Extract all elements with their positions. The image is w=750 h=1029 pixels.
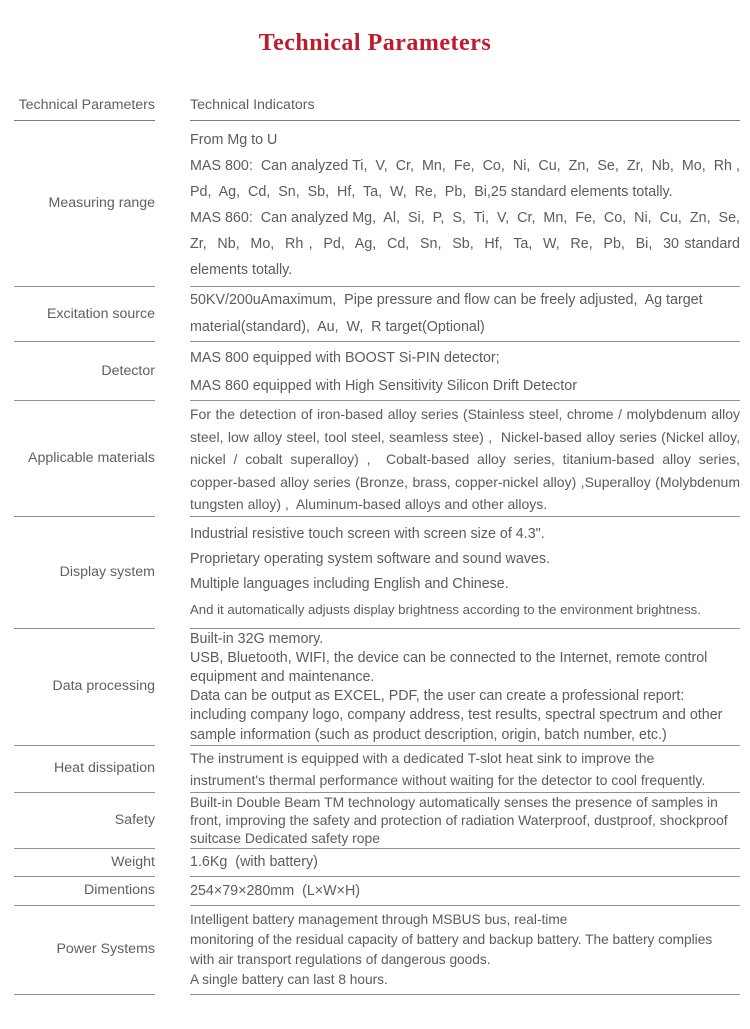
table-header-row (14, 87, 740, 121)
row-label: Measuring range (14, 121, 155, 287)
value-line: 1.6Kg (with battery) (190, 853, 318, 870)
row-display-system (14, 517, 740, 629)
value-line: From Mg to U (190, 132, 278, 148)
row-detector (14, 342, 740, 401)
row-label: Weight (14, 849, 155, 877)
value-line: A single battery can last 8 hours. (190, 971, 388, 987)
value-line: For the detection of iron-based alloy series (Stainless steel, chrome / molybdenum alloy steel, low alloy steel, tool steel, seamless stee) , Nickel-based alloy series (Nickel alloy, nickel / cobalt superalloy) , Cobalt-based alloy series, titanium-based alloy series, copper-based alloy series (Bronze, brass, copper-nickel alloy) ,Superalloy (Molybdenum tungsten alloy) , Aluminum-based alloys and other alloys. (190, 406, 744, 512)
row-value (190, 877, 740, 906)
value-line: MAS 860 equipped with High Sensitivity Silicon Drift Detector (190, 378, 577, 394)
row-heat-dissipation (14, 746, 740, 793)
row-label: Display system (14, 517, 155, 629)
value-line: Proprietary operating system software and sound waves. (190, 550, 550, 567)
row-value (190, 849, 740, 877)
row-label: Heat dissipation (14, 746, 155, 793)
value-line: Built-in Double Beam TM technology automatically senses the presence of samples in front, improving the safety and protection of radiation Waterproof, dustproof, shockproof suitcase Dedicated safety rope (190, 793, 732, 847)
row-weight (14, 849, 740, 877)
value-line: Industrial resistive touch screen with screen size of 4.3". (190, 525, 545, 542)
value-line: The instrument is equipped with a dedicated T-slot heat sink to improve the (190, 749, 655, 766)
value-line: USB, Bluetooth, WIFI, the device can be connected to the Internet, remote control equipment and maintenance. (190, 649, 712, 685)
spec-table (14, 87, 748, 995)
row-power-systems (14, 906, 740, 995)
value-line: Intelligent battery management through MSBUS bus, real-time (190, 911, 568, 927)
value-line: monitoring of the residual capacity of battery and backup battery. The battery complies with air transport regulations of dangerous goods. (190, 931, 716, 967)
value-line: 50KV/200uAmaximum, Pipe pressure and flow can be freely adjusted, Ag target material(standard), Au, W, R target(Optional) (190, 292, 707, 335)
row-value (190, 906, 740, 995)
value-line: Data can be output as EXCEL, PDF, the user can create a professional report: including company logo, company address, test results, spectral spectrum and other sample information (such as product description, origin, batch number, etc.) (190, 688, 727, 743)
value-line: instrument's thermal performance without waiting for the detector to cool frequently. (190, 771, 706, 788)
value-line: Built-in 32G memory. (190, 630, 324, 647)
row-label: Detector (14, 342, 155, 401)
value-line: 254×79×280mm (L×W×H) (190, 882, 361, 899)
value-line: MAS 860: Can analyzed Mg, Al, Si, P, S, Ti, V, Cr, Mn, Fe, Co, Ni, Cu, Zn, Se, Zr, Nb, Mo, Rh , Pd, Ag, Cd, Sn, Sb, Hf, Ta, W, Re, Pb, Bi, 30 standard elements totally. (190, 210, 748, 278)
row-label: Safety (14, 793, 155, 849)
row-value (190, 401, 744, 517)
value-line: Multiple languages including English and Chinese. (190, 575, 509, 592)
row-applicable-materials (14, 401, 744, 517)
header-left-label: Technical Parameters (14, 87, 155, 121)
row-value (190, 121, 748, 287)
row-label: Excitation source (14, 287, 155, 342)
row-value (190, 629, 740, 746)
row-excitation-source (14, 287, 740, 342)
row-measuring-range (14, 121, 748, 287)
row-value (190, 746, 740, 793)
row-value (190, 793, 740, 849)
header-right-label: Technical Indicators (190, 87, 740, 121)
page-title: Technical Parameters (258, 30, 492, 56)
row-label: Applicable materials (14, 401, 155, 517)
value-line: And it automatically adjusts display brightness according to the environment brightness. (190, 601, 701, 617)
row-dimentions (14, 877, 740, 906)
row-safety (14, 793, 740, 849)
value-line: MAS 800 equipped with BOOST Si-PIN detector; (190, 350, 500, 366)
row-label: Data processing (14, 629, 155, 746)
row-value (190, 517, 740, 629)
row-value (190, 287, 740, 342)
row-label: Power Systems (14, 906, 155, 995)
row-value (190, 342, 740, 401)
row-data-processing (14, 629, 740, 746)
value-line: MAS 800: Can analyzed Ti, V, Cr, Mn, Fe, Co, Ni, Cu, Zn, Se, Zr, Nb, Mo, Rh , Pd, Ag, Cd, Sn, Sb, Hf, Ta, W, Re, Pb, Bi,25 standard elements totally. (190, 158, 748, 200)
row-label: Dimentions (14, 877, 155, 906)
